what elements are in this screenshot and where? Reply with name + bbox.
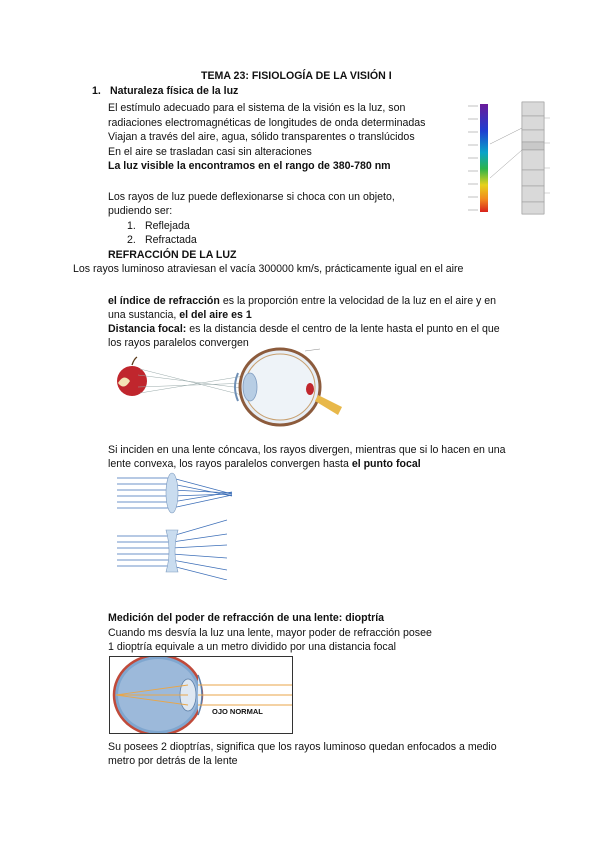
paragraph-line: radiaciones electromagnéticas de longitudes de onda determinadas	[108, 117, 426, 129]
page-title: TEMA 23: FISIOLOGÍA DE LA VISIÓN I	[201, 70, 392, 82]
paragraph-line: Viajan a través del aire, agua, sólido transparentes o translúcidos	[108, 131, 415, 143]
list-item: Refractada	[145, 234, 197, 246]
refraction-heading: REFRACCIÓN DE LA LUZ	[108, 249, 237, 261]
index-air-value: el del aire es 1	[179, 309, 252, 321]
focal-term: Distancia focal:	[108, 323, 187, 335]
focal-line-2: los rayos paralelos convergen	[108, 337, 249, 349]
normal-eye-label: OJO NORMAL	[212, 707, 263, 716]
paragraph-line: El estímulo adecuado para el sistema de la visión es la luz, son	[108, 102, 406, 114]
diopter-heading: Medición del poder de refracción de una lente: dioptría	[108, 612, 385, 624]
speed-line: Los rayos luminoso atraviesan el vacía 300000 km/s, prácticamente igual en el aire	[73, 263, 464, 275]
index-line	[108, 294, 496, 308]
index-term: el índice de refracción	[108, 295, 220, 307]
index-line-2	[108, 308, 252, 322]
concave-lens	[166, 530, 178, 572]
diopter-line: Cuando ms desvía la luz una lente, mayor poder de refracción posee	[108, 627, 432, 639]
paragraph-line: En el aire se trasladan casi sin alteraciones	[108, 146, 312, 158]
visible-spectrum-bar	[480, 104, 488, 212]
visible-range-line: La luz visible la encontramos en el rango de 380-780 nm	[108, 160, 391, 172]
list-number: 2.	[127, 234, 136, 246]
focal-line	[108, 322, 500, 336]
focal-point-term: el punto focal	[351, 458, 421, 470]
convex-lens	[166, 473, 178, 513]
electromagnetic-spectrum-figure	[460, 98, 570, 228]
list-number: 1.	[127, 220, 136, 232]
paragraph-line: pudiendo ser:	[108, 205, 173, 217]
lens-text: lente convexa, los rayos paralelos convergen hasta	[108, 458, 352, 470]
apple-eye-figure	[110, 345, 350, 435]
section-heading: Naturaleza física de la luz	[110, 85, 239, 97]
section-number: 1.	[92, 85, 101, 97]
paragraph-line: Los rayos de luz puede deflexionarse si choca con un objeto,	[108, 191, 395, 203]
diopter-line: metro por detrás de la lente	[108, 755, 238, 767]
lens-rays-figure	[112, 470, 282, 580]
lens-line: Si inciden en una lente cóncava, los rayos divergen, mientras que si lo hacen en una	[108, 444, 506, 456]
focal-text: es la distancia desde el centro de la lente hasta el punto en el que	[186, 323, 500, 335]
lens-line-2	[108, 457, 421, 471]
eye-lens	[243, 373, 257, 401]
index-text-2: una sustancia,	[108, 309, 180, 321]
normal-eye-figure	[109, 656, 293, 734]
diopter-line: 1 dioptría equivale a un metro dividido por una distancia focal	[108, 641, 396, 653]
diopter-line: Su posees 2 dioptrías, significa que los rayos luminoso quedan enfocados a medio	[108, 741, 497, 753]
list-item: Reflejada	[145, 220, 190, 232]
index-text: es la proporción entre la velocidad de la luz en el aire y en	[219, 295, 497, 307]
